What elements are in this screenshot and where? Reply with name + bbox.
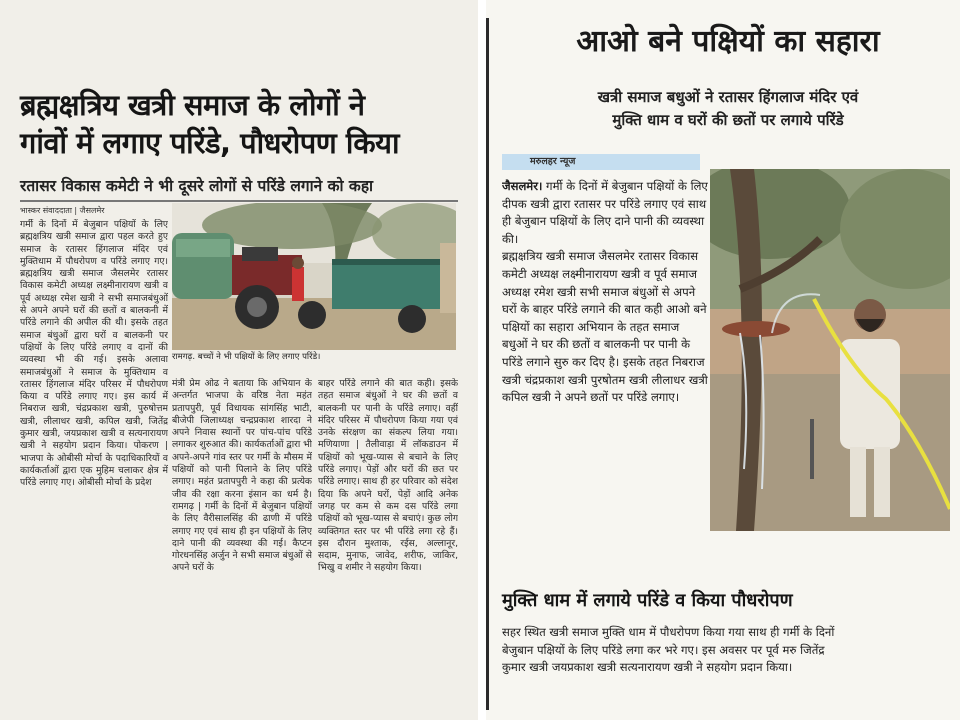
right-body-para1-text: गर्मी के दिनों में बेजुबान पक्षियों के लिए दीपक खत्री द्वारा रतासर पर परिंडे लगाए एवं साथ ही बेजुबान पक्षियों के लिए दाने पानी की व्यवस्था की।: [502, 179, 708, 246]
left-body-column-3: बाहर परिंडे लगाने की बात कही। इसके तहत समाज बंधुओं ने घर की छतों व बालकनी पर पानी के परिंडे लगाए। वहीं मंदिर परिसर में पौधरोपण किया गया एवं उनके संरक्षण का संकल्प लिया गया। मणियाणा | तैलीवाड़ा में लॉकडाउन में पक्षियों को भूख-प्यास से बचाने के लिए परिंडे लगाए। पेड़ों और घरों की छत पर परिंडे लगाए। साथ ही हर परिवार को संदेश दिया कि अपने घरों, पेड़ों आदि अनेक जगह पर कम से कम दस परिंडे लगा पक्षियों को भूख-प्यास से बचाएं। कुछ लोग व्यक्तिगत स्तर पर भी परिंडे लगा रहे हैं। इस दौरान मुश्ताक, रईस, अल्लानूर, सदाम, मुनाफ, जावेद, शरीफ, जाकिर, भिखु व शमीर ने सहयोग किया।: [318, 378, 458, 574]
left-rule-divider: [20, 200, 458, 202]
left-photo-tractor-tanker: [172, 203, 456, 350]
right-headline: आओ बने पक्षियों का सहारा: [576, 24, 880, 59]
left-headline: [20, 86, 460, 162]
right-subheadline-line2: मुक्ति धाम व घरों की छतों पर लगाये परिंडे: [612, 111, 844, 129]
right-subheadline: [508, 86, 948, 132]
right-subheadline-line1: खत्री समाज बधुओं ने रतासर हिंगलाज मंदिर एवं: [597, 88, 859, 106]
left-body-column-1: गर्मी के दिनों में बेजुबान पक्षियों के लिए ब्रह्मक्षत्रिय खत्री समाज द्वारा पहल करते हुए समाज के रतासर हिंगलाज मंदिर एवं मुक्तिधाम में पौधरोपण व परिंडे लगाए गए। ब्रह्मक्षत्रिय खत्री समाज जैसलमेर रतासर विकास कमेटी अध्यक्ष लक्ष्मीनारायण खत्री व पूर्व अध्यक्ष रमेश खत्री ने सभी समाजबंधुओं से अपने अपने घरों की छतों व बालकनी में परिंडे लगाने की अपील की थी। इसके तहत समाज बंधुओं द्वारा घरों व बालकनी पर पक्षियों के लिए परिंडे लगाए व दानों की व्यवस्था भी की गई। इसके अलावा समाजबंधुओं ने समाज के मुक्तिधाम व रतासर हिंगलाज मंदिर परिसर में पौधरोपण किया व परिंडे लगाए गए। इस कार्य में निबराज खत्री, चंद्रप्रकाश खत्री, पुरुषोत्तम खत्री, लीलाधर खत्री, कपिल खत्री, जितेंद्र कुमार खत्री, जयप्रकाश खत्री व सत्यनारायण खत्री ने सहयोग प्रदान किया। पोकरण | भाजपा के ओबीसी मोर्चा के पदाधिकारियों व कार्यकर्ताओं द्वारा एक मुहिम चलाकर क्षेत्र में परिंडे लगाए गए। ओबीसी मोर्चा के प्रदेश: [20, 219, 168, 489]
right-photo-man-watering: [710, 169, 950, 531]
right-dateline: जैसलमेर।: [502, 179, 543, 193]
right-clipping-edge-bar: [486, 18, 489, 710]
right-news-clipping: [486, 0, 960, 720]
left-headline-line2: गांवों में लगाए परिंडे, पौधरोपण किया: [20, 126, 399, 160]
right-photo-illustration: [710, 169, 950, 531]
right-second-body-line1: सहर स्थित खत्री समाज मुक्ति धाम में पौधरोपण किया गया साथ ही गर्मी के दिनों: [502, 625, 835, 639]
right-second-headline: मुक्ति धाम में लगाये परिंडे व किया पौधरोपण: [502, 590, 793, 611]
right-second-body-line2: बेजुबान पक्षियों के लिए परिंडे लगा कर भरे गए। इस अवसर पर पूर्व मरु जितेंद्र: [502, 642, 825, 657]
left-subheadline: रतासर विकास कमेटी ने भी दूसरे लोगों से परिंडे लगाने को कहा: [20, 177, 374, 195]
right-body-paragraph-2: ब्रह्मक्षत्रिय खत्री समाज जैसलमेर रतासर विकास कमेटी अध्यक्ष लक्ष्मीनारायण खत्री व पूर्व समाज अध्यक्ष रमेश खत्री सभी समाज बंधुओं से अपने घरों के बाहर परिंडे लगाने की बात कही आओ बने पक्षियों का सहारा अभियान के तहत समाज बधुओं ने घर की छतों व बालकनी पर पानी के परिंडे लगाने सुरु कर दिए है। इसके तहत निबराज खत्री चंद्रप्रकाश खत्री पुरषोतम खत्री लीलाधर खत्री कपिल खत्री ने अपने छतों पर परिंडे लगाए।: [502, 249, 708, 405]
clipping-gap: [478, 0, 486, 720]
left-byline: भास्कर संवाददाता | जैसलमेर: [20, 206, 105, 215]
right-second-body-line3: कुमार खत्री जयप्रकाश खत्री सत्यनारायण खत्री ने सहयोग प्रदान किया।: [502, 660, 793, 675]
right-second-body: [502, 624, 948, 677]
right-body-paragraph-1: [502, 178, 708, 248]
left-body-column-2: मंत्री प्रेम ओढ ने बताया कि अभियान के अन्तर्गत भाजपा के वरिष्ठ नेता महंत प्रतापपुरी, पूर्व विधायक सांगसिंह भाटी, बीजेपी जिलाध्यक्ष चन्द्रप्रकाश शारदा ने अपने निवास स्थानों पर पांच-पांच परिंडे लगाकर शुरुआत की। कार्यकर्ताओं द्वारा भी अपने-अपने गांव स्तर पर गर्मी के मौसम में पक्षियों को पानी पिलाने के लिए परिंडे लगाए। महंत प्रतापपुरी ने कहा की प्रत्येक जीव की रक्षा करना इंसान का धर्म है। रामगढ़ | गर्मी के दिनों में बेजुबान पक्षियों के लिए वैरीसालसिंह की ढाणी में परिंडे लगाए गए एवं साथ ही इन पक्षियों के लिए दाने पानी की व्यवस्था की गई। कैप्टन गोरधनसिंह अर्जुन ने सभी समाज बंधुओं से अपने घरों के: [172, 378, 312, 574]
left-photo-illustration: [172, 203, 456, 350]
left-photo-caption: रामगढ़. बच्चों ने भी पक्षियों के लिए लगाए परिंडे।: [172, 352, 321, 362]
left-news-clipping: [0, 0, 478, 720]
left-headline-line1: ब्रह्मक्षत्रिय खत्री समाज के लोगों ने: [20, 88, 365, 122]
right-byline: मरुलहर न्यूज: [502, 154, 700, 170]
right-body-text: [502, 178, 708, 586]
